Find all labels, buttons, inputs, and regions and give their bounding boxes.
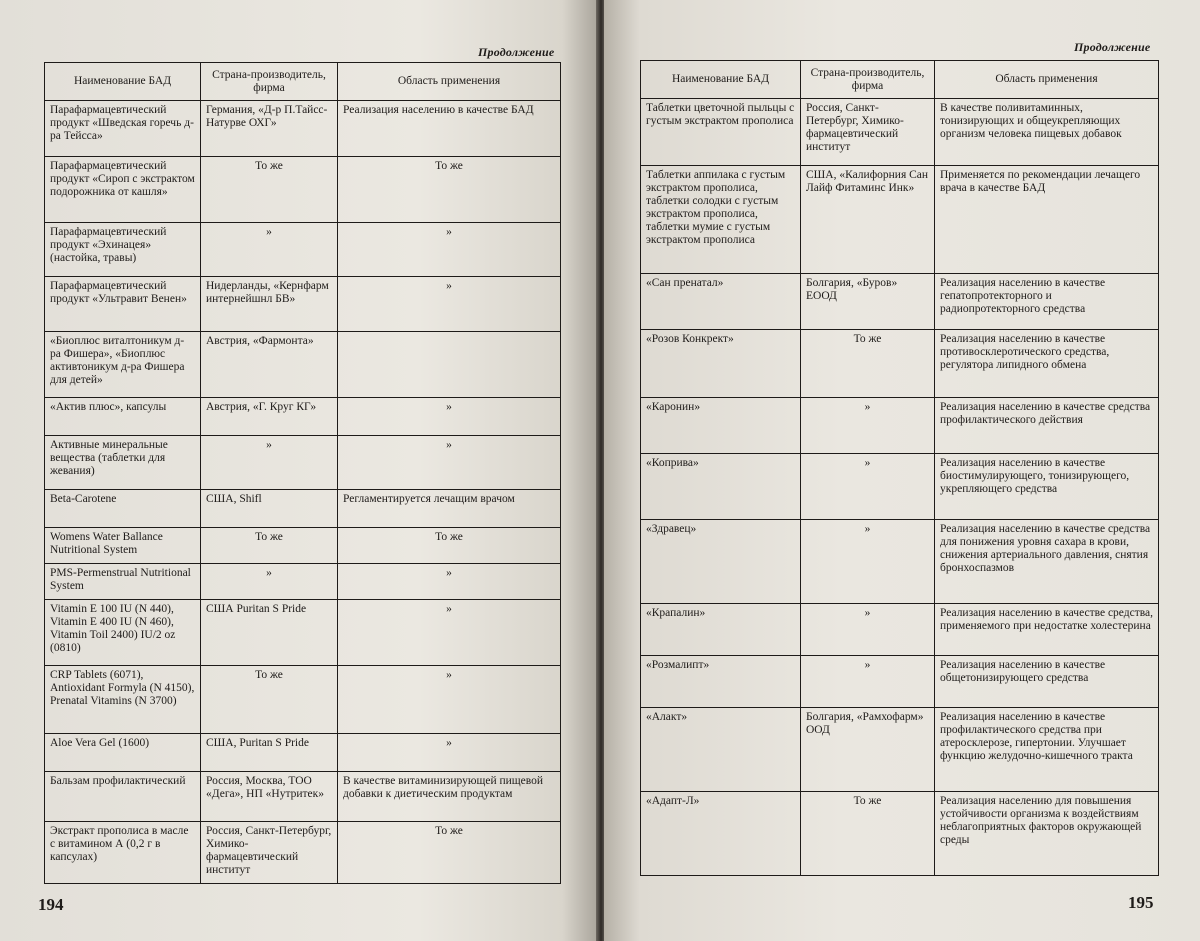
cell-application: » — [338, 436, 561, 490]
cell-country: Россия, Санкт-Петербург, Химико-фармацевтический институт — [201, 822, 338, 884]
cell-application: » — [338, 666, 561, 734]
cell-application: То же — [338, 528, 561, 564]
cell-name: Парафармацевтический продукт «Эхинацея» (настойка, травы) — [45, 223, 201, 277]
cell-name: «Каронин» — [641, 398, 801, 454]
cell-application: Реализация населению в качестве общетонизирующего средства — [935, 656, 1159, 708]
cell-country: США, Puritan S Pride — [201, 734, 338, 772]
cell-application: Реализация населению в качестве гепатопротекторного и радиопротекторного средства — [935, 274, 1159, 330]
table-row — [641, 604, 1159, 656]
cell-name: Beta-Carotene — [45, 490, 201, 528]
cell-name: Парафармацевтический продукт «Сироп с экстрактом подорожника от кашля» — [45, 157, 201, 223]
cell-name: Womens Water Ballance Nutritional System — [45, 528, 201, 564]
cell-country: » — [801, 604, 935, 656]
cell-country: То же — [201, 528, 338, 564]
cell-country: То же — [201, 666, 338, 734]
table-row — [641, 398, 1159, 454]
table-row — [45, 101, 561, 157]
header-application: Область применения — [338, 63, 561, 101]
cell-name: «Актив плюс», капсулы — [45, 398, 201, 436]
cell-country: » — [801, 454, 935, 520]
cell-application: Реализация населению в качестве профилактического средства при атеросклерозе, гипертонии. Улучшает функцию желудочно-кишечного тракта — [935, 708, 1159, 792]
header-application: Область применения — [935, 61, 1159, 99]
cell-application: Реализация населению в качестве средства для понижения уровня сахара в крови, снижения артериального давления, снятия бронхоспазмов — [935, 520, 1159, 604]
cell-country: То же — [801, 792, 935, 876]
cell-name: Экстракт прополиса в масле с витамином А (0,2 г в капсулах) — [45, 822, 201, 884]
table-row — [45, 600, 561, 666]
cell-name: Таблетки аппилака с густым экстрактом прополиса, таблетки солодки с густым экстрактом прополиса, таблетки мумие с густым экстрактом прополиса — [641, 166, 801, 274]
continuation-label: Продолжение — [1074, 40, 1151, 54]
header-row — [45, 63, 561, 101]
cell-name: Бальзам профилактический — [45, 772, 201, 822]
cell-country: США, Shifl — [201, 490, 338, 528]
cell-application: » — [338, 398, 561, 436]
cell-country: » — [201, 564, 338, 600]
table-row — [45, 564, 561, 600]
header-name: Наименование БАД — [45, 63, 201, 101]
cell-application: » — [338, 734, 561, 772]
header-country: Страна-производитель, фирма — [801, 61, 935, 99]
cell-country: » — [801, 398, 935, 454]
cell-country: Россия, Санкт-Петербург, Химико-фармацевтический институт — [801, 99, 935, 166]
continuation-label: Продолжение — [478, 45, 555, 59]
table-row — [45, 223, 561, 277]
left-page — [0, 0, 598, 941]
table-row — [45, 157, 561, 223]
right-table — [640, 60, 1159, 876]
cell-name: «Коприва» — [641, 454, 801, 520]
table-row — [45, 332, 561, 398]
cell-name: PMS-Permenstrual Nutritional System — [45, 564, 201, 600]
table-row — [641, 792, 1159, 876]
cell-country: Болгария, «Рамхофарм» ООД — [801, 708, 935, 792]
table-row — [45, 490, 561, 528]
left-table — [44, 62, 561, 884]
page-number-left: 194 — [38, 895, 64, 914]
cell-name: «Крапалин» — [641, 604, 801, 656]
cell-name: «Здравец» — [641, 520, 801, 604]
cell-application: То же — [338, 157, 561, 223]
header-country: Страна-производитель, фирма — [201, 63, 338, 101]
cell-country: То же — [801, 330, 935, 398]
cell-country: » — [801, 656, 935, 708]
cell-country: США Puritan S Pride — [201, 600, 338, 666]
cell-application — [338, 332, 561, 398]
table-row — [641, 656, 1159, 708]
cell-application: » — [338, 277, 561, 332]
cell-application: Реализация населению в качестве средства профилактического действия — [935, 398, 1159, 454]
cell-application: Применяется по рекомендации лечащего врача в качестве БАД — [935, 166, 1159, 274]
header-row — [641, 61, 1159, 99]
cell-application: » — [338, 600, 561, 666]
table-row — [641, 166, 1159, 274]
cell-name: «Сан пренатал» — [641, 274, 801, 330]
table-row — [45, 398, 561, 436]
cell-country: » — [801, 520, 935, 604]
header-name: Наименование БАД — [641, 61, 801, 99]
table-row — [45, 772, 561, 822]
table-row — [641, 520, 1159, 604]
cell-application: В качестве поливитаминных, тонизирующих и общеукрепляющих организм человека пищевых добавок — [935, 99, 1159, 166]
page-number-right: 195 — [1128, 893, 1154, 912]
cell-country: Австрия, «Фармонта» — [201, 332, 338, 398]
table-row — [45, 734, 561, 772]
table-row — [641, 330, 1159, 398]
right-page — [604, 0, 1200, 941]
cell-application: В качестве витаминизирующей пищевой добавки к диетическим продуктам — [338, 772, 561, 822]
cell-country: » — [201, 223, 338, 277]
cell-name: Парафармацевтический продукт «Шведская горечь д-ра Тейсса» — [45, 101, 201, 157]
cell-country: Австрия, «Г. Круг КГ» — [201, 398, 338, 436]
cell-application: Регламентируется лечащим врачом — [338, 490, 561, 528]
table-row — [45, 666, 561, 734]
cell-name: Таблетки цветочной пыльцы с густым экстрактом прополиса — [641, 99, 801, 166]
cell-name: Aloe Vera Gel (1600) — [45, 734, 201, 772]
cell-application: Реализация населению в качестве биостимулирующего, тонизирующего, укрепляющего средства — [935, 454, 1159, 520]
cell-application: Реализация населению в качестве БАД — [338, 101, 561, 157]
cell-application: » — [338, 564, 561, 600]
table-row — [641, 454, 1159, 520]
cell-country: » — [201, 436, 338, 490]
cell-country: Нидерланды, «Кернфарм интернейшнл БВ» — [201, 277, 338, 332]
table-row — [641, 708, 1159, 792]
cell-application: Реализация населению в качестве средства, применяемого при недостатке холестерина — [935, 604, 1159, 656]
cell-name: «Розов Конкрект» — [641, 330, 801, 398]
table-row — [45, 436, 561, 490]
cell-country: Германия, «Д-р П.Тайсс-Натурве ОХГ» — [201, 101, 338, 157]
cell-application: Реализация населению для повышения устойчивости организма к воздействиям неблагоприятных факторов окружающей среды — [935, 792, 1159, 876]
cell-application: » — [338, 223, 561, 277]
cell-country: США, «Калифорния Сан Лайф Фитаминс Инк» — [801, 166, 935, 274]
cell-name: CRP Tablets (6071), Antioxidant Formyla (N 4150), Prenatal Vitamins (N 3700) — [45, 666, 201, 734]
cell-application: Реализация населению в качестве противосклеротического средства, регулятора липидного обмена — [935, 330, 1159, 398]
table-row — [641, 274, 1159, 330]
table-row — [45, 822, 561, 884]
cell-name: Vitamin E 100 IU (N 440), Vitamin E 400 IU (N 460), Vitamin Toil 2400) IU/2 oz (0810) — [45, 600, 201, 666]
cell-country: Россия, Москва, ТОО «Дега», НП «Нутритек» — [201, 772, 338, 822]
table-row — [641, 99, 1159, 166]
cell-country: То же — [201, 157, 338, 223]
cell-name: Активные минеральные вещества (таблетки для жевания) — [45, 436, 201, 490]
cell-name: «Алакт» — [641, 708, 801, 792]
cell-name: Парафармацевтический продукт «Ультравит Венен» — [45, 277, 201, 332]
cell-country: Болгария, «Буров» ЕООД — [801, 274, 935, 330]
cell-name: «Адапт-Л» — [641, 792, 801, 876]
cell-name: «Розмалипт» — [641, 656, 801, 708]
table-row — [45, 277, 561, 332]
table-row — [45, 528, 561, 564]
cell-name: «Биоплюс виталтоникум д-ра Фишера», «Биоплюс активтоникум д-ра Фишера для детей» — [45, 332, 201, 398]
cell-application: То же — [338, 822, 561, 884]
